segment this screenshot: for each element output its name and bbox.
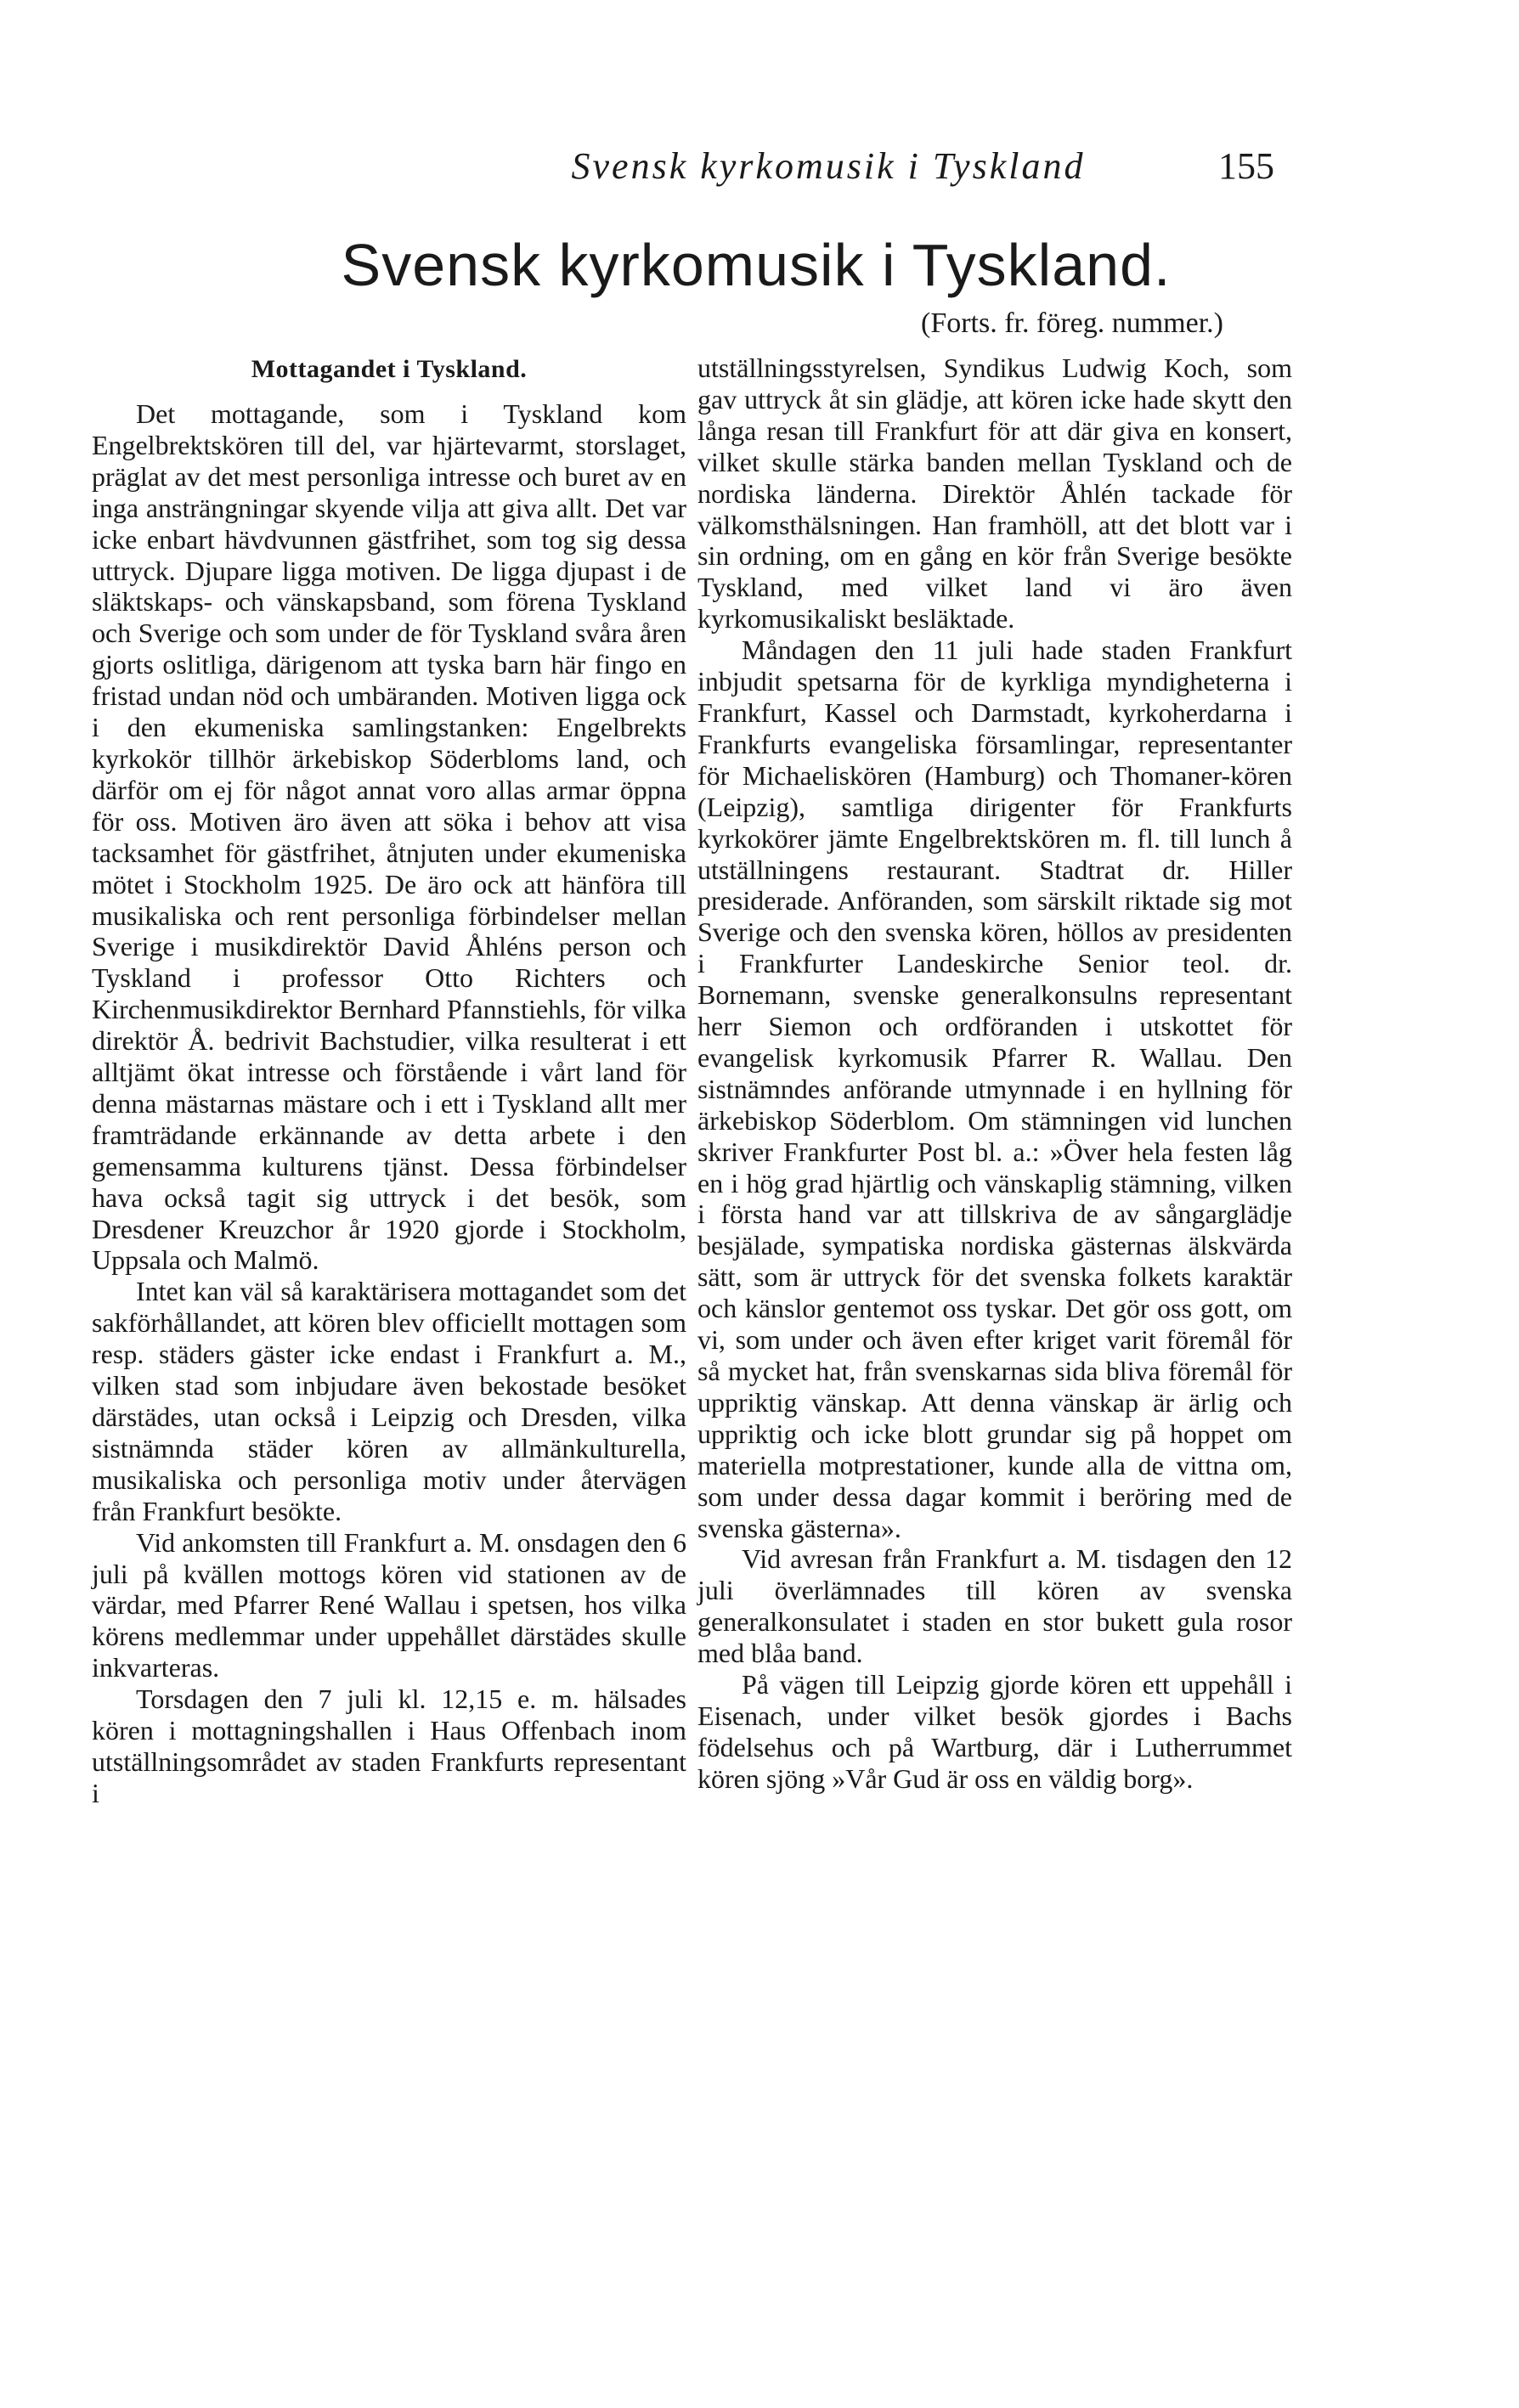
page-number: 155 bbox=[1218, 145, 1274, 187]
paragraph-left-3: Vid ankomsten till Frankfurt a. M. onsdagen den 6 juli på kvällen mottogs kören vid stationen av de värdar, med Pfarrer René Wallau i spetsen, hos vilka körens medlemmar under uppehållet därstädes skulle inkvarteras. bbox=[92, 1526, 686, 1683]
paragraph-left-1: Det mottagande, som i Tyskland kom Engelbrektskören till del, var hjärtevarmt, storslaget, präglat av det mest personliga intresse och buret av en inga ansträngningar skyende vilja att giva allt. Det var icke enbart hävdvunnen gästfrihet, som tog sig dessa uttryck. Djupare ligga motiven. De ligga djupast i de släktskaps- och vänskapsband, som förena Tyskland och Sverige och som under de för Tyskland svåra åren gjorts oslitliga, därigenom att tyska barn här fingo en fristad undan nöd och umbäranden. Motiven ligga ock i den ekumeniska samlingstanken: Engelbrekts kyrkokör tillhör ärkebiskop Söderbloms land, och därför om ej för något annat voro allas armar öppna för oss. Motiven äro även att söka i behov att visa tacksamhet för gästfrihet, åtnjuten under ekumeniska mötet i Stockholm 1925. De äro ock att hänföra till musikaliska och rent personliga förbindelser mellan Sverige i musikdirektör David Åhléns person och Tyskland i professor Otto Richters och Kirchenmusikdirektor Bernhard Pfannstiehls, för vilka direktör Å. bedrivit Bachstudier, vilka resulterat i ett alltjämt ökat intresse och förstående i vårt land för denna mästarnas mästare och i ett i Tyskland allt mer framträdande erkännande av detta arbete i den gemensamma kulturens tjänst. Dessa förbindelser hava också tagit sig uttryck i det besök, som Dresdener Kreuzchor år 1920 gjorde i Stockholm, Uppsala och Malmö. bbox=[92, 398, 686, 1276]
section-heading: Mottagandet i Tyskland. bbox=[251, 355, 528, 383]
left-column bbox=[92, 352, 686, 1809]
continuation-note: (Forts. fr. föreg. nummer.) bbox=[921, 307, 1223, 339]
paragraph-right-2: Måndagen den 11 juli hade staden Frankfurt inbjudit spetsarna för de kyrkliga myndigheterna i Frankfurt, Kassel och Darmstadt, kyrkoherdarna i Frankfurts evangeliska församlingar, representanter för Michaeliskören (Hamburg) och Thomaner-kören (Leipzig), samtliga dirigenter för Frankfurts kyrkokörer jämte Engelbrektskören m. fl. till lunch å utställningens restaurant. Stadtrat dr. Hiller presiderade. Anföranden, som särskilt riktade sig mot Sverige och den svenska kören, höllos av presidenten i Frankfurter Landeskirche Senior teol. dr. Bornemann, svenske generalkonsulns representant herr Siemon och ordföranden i utskottet för evangelisk kyrkomusik Pfarrer R. Wallau. Den sistnämndes anförande utmynnade i en hyllning för ärkebiskop Söderblom. Om stämningen vid lunchen skriver Frankfurter Post bl. a.: »Över hela festen låg en i hög grad hjärtlig och vänskaplig stämning, vilken i första hand var att tillskriva de av sångarglädje besjälade, sympatiska nordiska gästernas älskvärda sätt, som är uttryck för det svenska folkets karaktär och känslor gentemot oss tyskar. Det gör oss gott, om vi, som under och även efter kriget varit föremål för så mycket hat, från svenskarnas sida bliva föremål för uppriktig vänskap. Att denna vänskap är ärlig och uppriktig och icke blott grundar sig på hoppet om materiella motprestationer, kunde alla de vittna om, som under dessa dagar kommit i beröring med de svenska gästerna». bbox=[697, 634, 1292, 1543]
paragraph-left-2: Intet kan väl så karaktärisera mottagandet som det sakförhållandet, att kören blev officiellt mottagen som resp. städers gäster icke endast i Frankfurt a. M., vilken stad som inbjudare även bekostade besöket därstädes, utan också i Leipzig och Dresden, vilka sistnämnda städer kören av allmänkulturella, musikaliska och personliga motiv under återvägen från Frankfurt besökte. bbox=[92, 1276, 686, 1526]
right-column bbox=[697, 352, 1292, 1795]
paragraph-right-4: På vägen till Leipzig gjorde kören ett uppehåll i Eisenach, under vilket besök gjordes i Bachs födelsehus och på Wartburg, där i Lutherrummet kören sjöng »Vår Gud är oss en väldig borg». bbox=[697, 1669, 1292, 1794]
paragraph-left-4: Torsdagen den 7 juli kl. 12,15 e. m. hälsades kören i mottagningshallen i Haus Offenbach inom utställningsområdet av staden Frankfurts representant i bbox=[92, 1683, 686, 1808]
paragraph-right-3: Vid avresan från Frankfurt a. M. tisdagen den 12 juli överlämnades till kören av svenska generalkonsulatet i staden en stor bukett gula rosor med blåa band. bbox=[697, 1543, 1292, 1669]
running-head: Svensk kyrkomusik i Tyskland bbox=[571, 145, 1086, 187]
article-title: Svensk kyrkomusik i Tyskland. bbox=[341, 232, 1172, 298]
paragraph-right-1: utställningsstyrelsen, Syndikus Ludwig Koch, som gav uttryck åt sin glädje, att kören icke hade skytt den långa resan till Frankfurt för att där giva en konsert, vilket skulle stärka banden mellan Tyskland och de nordiska länderna. Direktör Åhlén tackade för välkomsthälsningen. Han framhöll, att det blott var i sin ordning, om en gång en kör från Sverige besökte Tyskland, med vilket land vi äro även kyrkomusikaliskt besläktade. bbox=[697, 352, 1292, 634]
